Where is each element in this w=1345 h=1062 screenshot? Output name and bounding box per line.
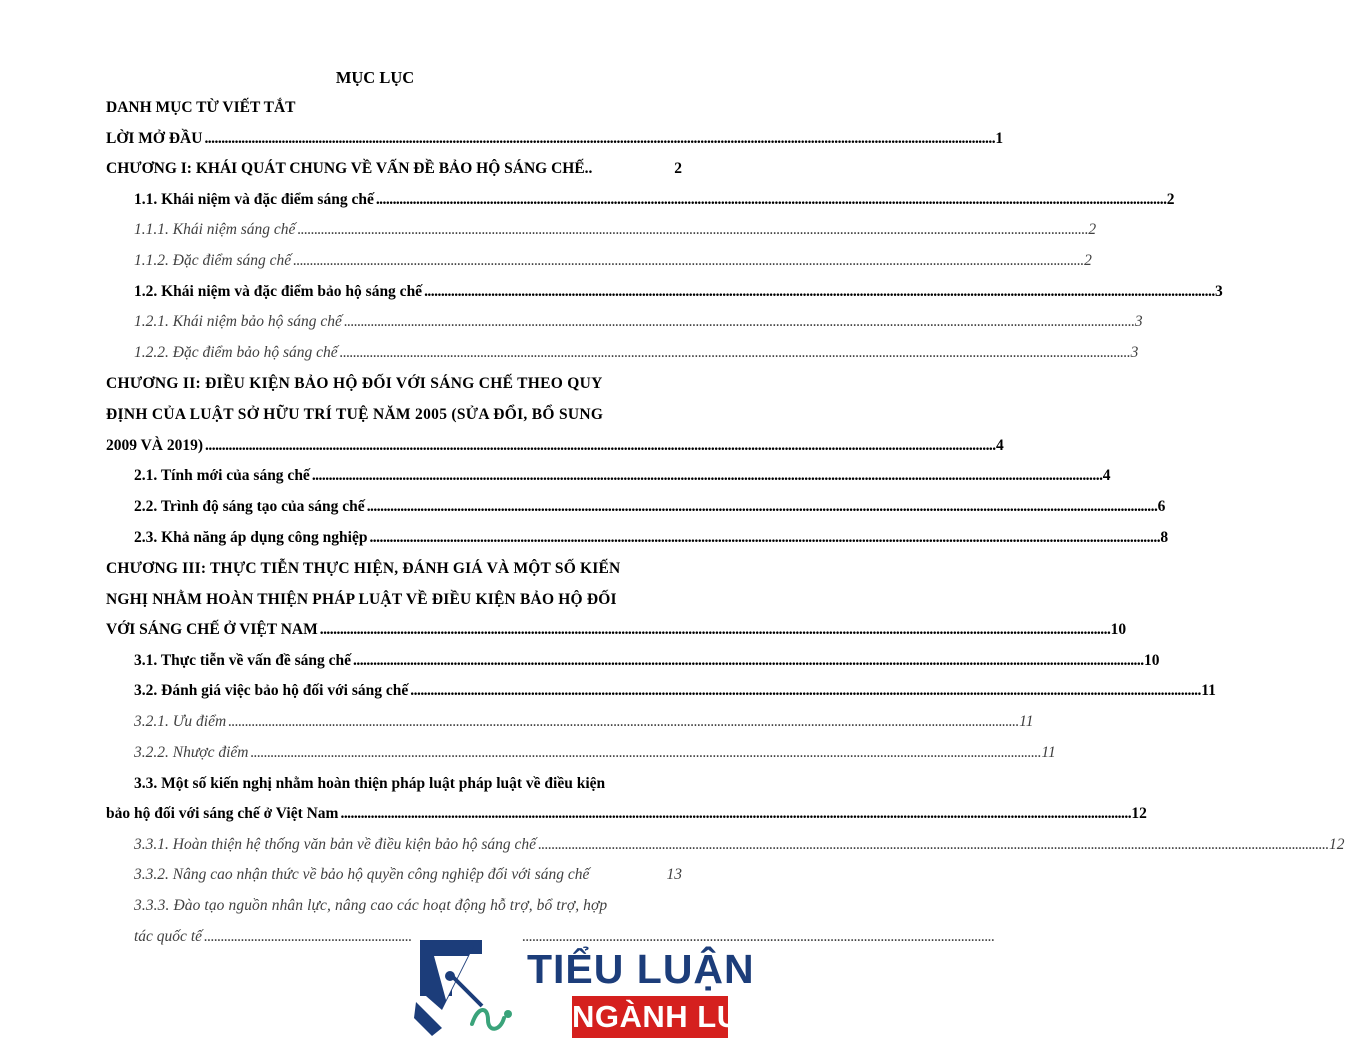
toc-entry-text: NGHỊ NHẰM HOÀN THIỆN PHÁP LUẬT VỀ ĐIỀU KIỆN BẢO HỘ ĐỐI: [106, 591, 617, 608]
abbrev-heading: DANH MỤC TỪ VIẾT TẮT: [106, 99, 296, 116]
toc-entry-3-2-1[interactable]: [134, 711, 1034, 733]
toc-entry-1-2[interactable]: [134, 281, 1223, 303]
dot-leader: [320, 619, 1109, 641]
toc-entry-text: 1.1. Khái niệm và đặc điểm sáng chế: [134, 191, 374, 208]
toc-page-number: 8: [1160, 529, 1169, 546]
toc-page-number: 3: [1215, 283, 1223, 300]
toc-entry-3-3-3-line2[interactable]: [134, 926, 402, 948]
dot-leader: [297, 219, 1086, 241]
dot-leader: [344, 311, 1133, 333]
pen-nib-icon: [412, 936, 522, 1046]
toc-page-number: 2: [1166, 191, 1175, 208]
toc-page-number: 3: [1134, 313, 1143, 330]
toc-page-number: 11: [1041, 744, 1056, 761]
dot-leader: [204, 128, 993, 150]
toc-entry-text: 3.3.1. Hoàn thiện hệ thống văn bản về điều kiện bảo hộ sáng chế: [134, 836, 537, 853]
toc-entry-text: 1.1.2. Đặc điểm sáng chế: [134, 252, 292, 269]
dot-leader: [250, 742, 1039, 764]
dot-leader: [312, 465, 1101, 487]
toc-entry-text: 2009 VÀ 2019): [106, 437, 204, 454]
dot-leader: [376, 189, 1165, 211]
toc-entry-1-1[interactable]: [134, 189, 1175, 211]
dot-leader: [367, 496, 1156, 518]
dot-leader: [410, 680, 1199, 702]
toc-entry-chapter-2-line1[interactable]: [106, 373, 682, 395]
toc-entry-1-2-2[interactable]: [134, 342, 1139, 364]
toc-entry-text: tác quốc tế: [134, 928, 203, 945]
toc-page-number: 11: [1201, 682, 1216, 699]
toc-title: MỤC LỤC: [335, 68, 415, 87]
toc-entry-text: 1.2. Khái niệm và đặc điểm bảo hộ sáng chế: [134, 283, 423, 300]
toc-entry-chapter-3-line3[interactable]: [106, 619, 1127, 641]
toc-page-number: 1: [995, 130, 1004, 147]
toc-entry-2-3[interactable]: [134, 527, 1169, 549]
dot-leader: [538, 834, 1327, 856]
toc-entry-chapter-3-line1[interactable]: [106, 558, 682, 580]
dot-leader: [369, 527, 1158, 549]
toc-page-number: 11: [1019, 713, 1034, 730]
toc-entry-2-1[interactable]: [134, 465, 1111, 487]
toc-entry-3-2-2[interactable]: [134, 742, 1056, 764]
toc-entry-text: 3.2.2. Nhược điểm: [134, 744, 249, 761]
toc-entry-3-3-3-line1[interactable]: [134, 895, 682, 917]
toc-entry-chapter-2-line3[interactable]: [106, 435, 1004, 457]
toc-entry-text: CHƯƠNG III: THỰC TIỄN THỰC HIỆN, ĐÁNH GIÁ VÀ MỘT SỐ KIẾN: [106, 560, 621, 577]
dot-leader: [353, 650, 1142, 672]
toc-entry-1-1-2[interactable]: [134, 250, 1092, 272]
toc-entry-text: 3.3. Một số kiến nghị nhằm hoàn thiện pháp luật pháp luật về điều kiện: [134, 775, 606, 792]
dot-leader: [228, 711, 1017, 733]
toc-entry-3-3-2[interactable]: [134, 864, 682, 886]
toc-entry-3-3-1[interactable]: [134, 834, 1345, 856]
toc-entry-1-1-1[interactable]: [134, 219, 1097, 241]
toc-entry-text: VỚI SÁNG CHẾ Ở VIỆT NAM: [106, 621, 318, 638]
dot-leader: [205, 435, 994, 457]
toc-page-number: 10: [1143, 652, 1160, 669]
logo-text-nganh-luat: NGÀNH LUẬT: [572, 996, 728, 1038]
toc-entry-chapter-1[interactable]: [106, 158, 682, 180]
toc-page-number: 2: [674, 160, 682, 177]
toc-entry-text: 1.1.1. Khái niệm sáng chế: [134, 221, 296, 238]
toc-entry-text: ĐỊNH CỦA LUẬT SỞ HỮU TRÍ TUỆ NĂM 2005 (SỬA ĐỔI, BỔ SUNG: [106, 406, 604, 423]
toc-entry-3-3-line2[interactable]: [106, 803, 1147, 825]
toc-page-number: 2: [1088, 221, 1097, 238]
toc-entry-text: 2.2. Trình độ sáng tạo của sáng chế: [134, 498, 365, 515]
toc-page-number: 4: [995, 437, 1004, 454]
toc-page-number: 2: [1084, 252, 1092, 269]
toc-entry-text: 3.1. Thực tiễn về vấn đề sáng chế: [134, 652, 351, 669]
toc-entry-text: 2.1. Tính mới của sáng chế: [134, 467, 310, 484]
dot-leader: [424, 281, 1213, 303]
toc-entry-text: 3.2. Đánh giá việc bảo hộ đối với sáng chế: [134, 682, 409, 699]
dot-leader: [293, 250, 1082, 272]
toc-entry-3-3-line1[interactable]: [134, 773, 682, 795]
toc-entry-3-2[interactable]: [134, 680, 1216, 702]
toc-entry-text: 3.2.1. Ưu điểm: [134, 713, 227, 730]
toc-entry-chapter-2-line2[interactable]: [106, 404, 682, 426]
toc-page-number: 3: [1130, 344, 1139, 361]
toc-entry-2-2[interactable]: [134, 496, 1166, 518]
toc-entry-text: 1.2.1. Khái niệm bảo hộ sáng chế: [134, 313, 342, 330]
dot-leader: [340, 803, 1129, 825]
toc-page-number: 10: [1110, 621, 1127, 638]
toc-entry-chapter-3-line2[interactable]: [106, 589, 682, 611]
toc-entry-text: bảo hộ đối với sáng chế ở Việt Nam: [106, 805, 339, 822]
toc-page-number: 12: [1329, 836, 1345, 853]
toc-entry-text: LỜI MỞ ĐẦU: [106, 130, 203, 147]
toc-entry-3-1[interactable]: [134, 650, 1160, 672]
toc-entry-text: 3.3.3. Đào tạo nguồn nhân lực, nâng cao các hoạt động hỗ trợ, bổ trợ, hợp: [134, 897, 608, 914]
toc-entry-text: 1.2.2. Đặc điểm bảo hộ sáng chế: [134, 344, 338, 361]
logo-text-tieu-luan: TIỂU LUẬN: [527, 946, 755, 992]
toc-entry-text: CHƯƠNG II: ĐIỀU KIỆN BẢO HỘ ĐỐI VỚI SÁNG CHẾ THEO QUY: [106, 375, 603, 392]
toc-page-number: 12: [1131, 805, 1147, 822]
toc-entry-text: 2.3. Khả năng áp dụng công nghiệp: [134, 529, 368, 546]
dot-leader: [340, 342, 1129, 364]
toc-page-number: 6: [1157, 498, 1166, 515]
toc-page-number: 13: [666, 866, 682, 883]
toc-entry-text: 3.3.2. Nâng cao nhận thức về bảo hộ quyền công nghiệp đối với sáng chế: [134, 866, 590, 883]
toc-entry-intro[interactable]: [106, 128, 1004, 150]
toc-page-number: 4: [1102, 467, 1111, 484]
toc-entry-1-2-1[interactable]: [134, 311, 1143, 333]
site-logo: [412, 936, 782, 1046]
toc-entry-text: CHƯƠNG I: KHÁI QUÁT CHUNG VỀ VẤN ĐỀ BẢO HỘ SÁNG CHẾ..: [106, 160, 593, 177]
